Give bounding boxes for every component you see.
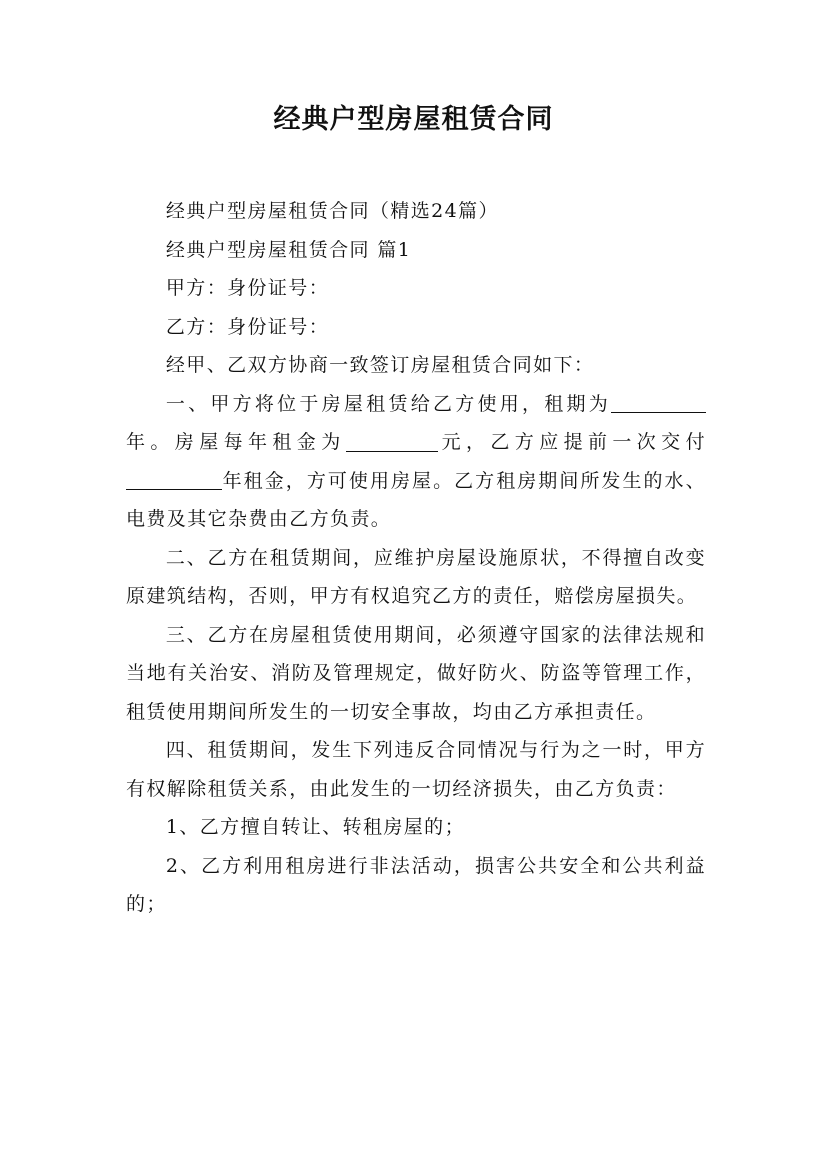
paragraph-item-2: 2、乙方利用租房进行非法活动，损害公共安全和公共利益的； xyxy=(126,854,706,915)
paragraph-agreement-intro: 经甲、乙双方协商一致签订房屋租赁合同如下： xyxy=(165,354,595,376)
paragraph-clause-1 xyxy=(126,385,706,539)
paragraph-clause-2: 二、乙方在租赁期间，应维护房屋设施原状，不得擅自改变原建筑结构，否则，甲方有权追究乙方的责任，赔偿房屋损失。 xyxy=(126,546,706,607)
paragraph-clause-3: 三、乙方在房屋租赁使用期间，必须遵守国家的法律法规和当地有关治安、消防及管理规定，做好防火、防盗等管理工作，租赁使用期间所发生的一切安全事故，均由乙方承担责任。 xyxy=(126,623,706,723)
paragraph-item-1: 1、乙方擅自转让、转租房屋的； xyxy=(165,816,465,838)
annual-rent-blank xyxy=(346,431,438,452)
paragraph-party-b: 乙方：身份证号： xyxy=(165,315,330,338)
clause-1-text-b: 年。房屋每年租金为 xyxy=(126,431,346,453)
document-title: 经典户型房屋租赁合同 xyxy=(273,104,554,135)
clause-1-text-a: 一、甲方将位于房屋租赁给乙方使用，租期为 xyxy=(165,392,611,415)
clause-1-text-c: 元，乙方应提前一次交付 xyxy=(437,431,706,453)
paragraph-section-heading: 经典户型房屋租赁合同 篇1 xyxy=(165,238,412,261)
prepaid-years-blank xyxy=(126,469,222,490)
paragraph-subtitle: 经典户型房屋租赁合同（精选24篇） xyxy=(165,200,499,222)
paragraph-clause-4: 四、租赁期间，发生下列违反合同情况与行为之一时，甲方有权解除租赁关系，由此发生的一切经济损失，由乙方负责： xyxy=(126,739,706,800)
clause-1-text-d: 年租金，方可使用房屋。乙方租房期间所发生的水、电费及其它杂费由乙方负责。 xyxy=(126,469,706,530)
document-body xyxy=(126,192,706,924)
lease-term-blank xyxy=(611,392,706,413)
paragraph-party-a: 甲方：身份证号： xyxy=(165,277,330,299)
